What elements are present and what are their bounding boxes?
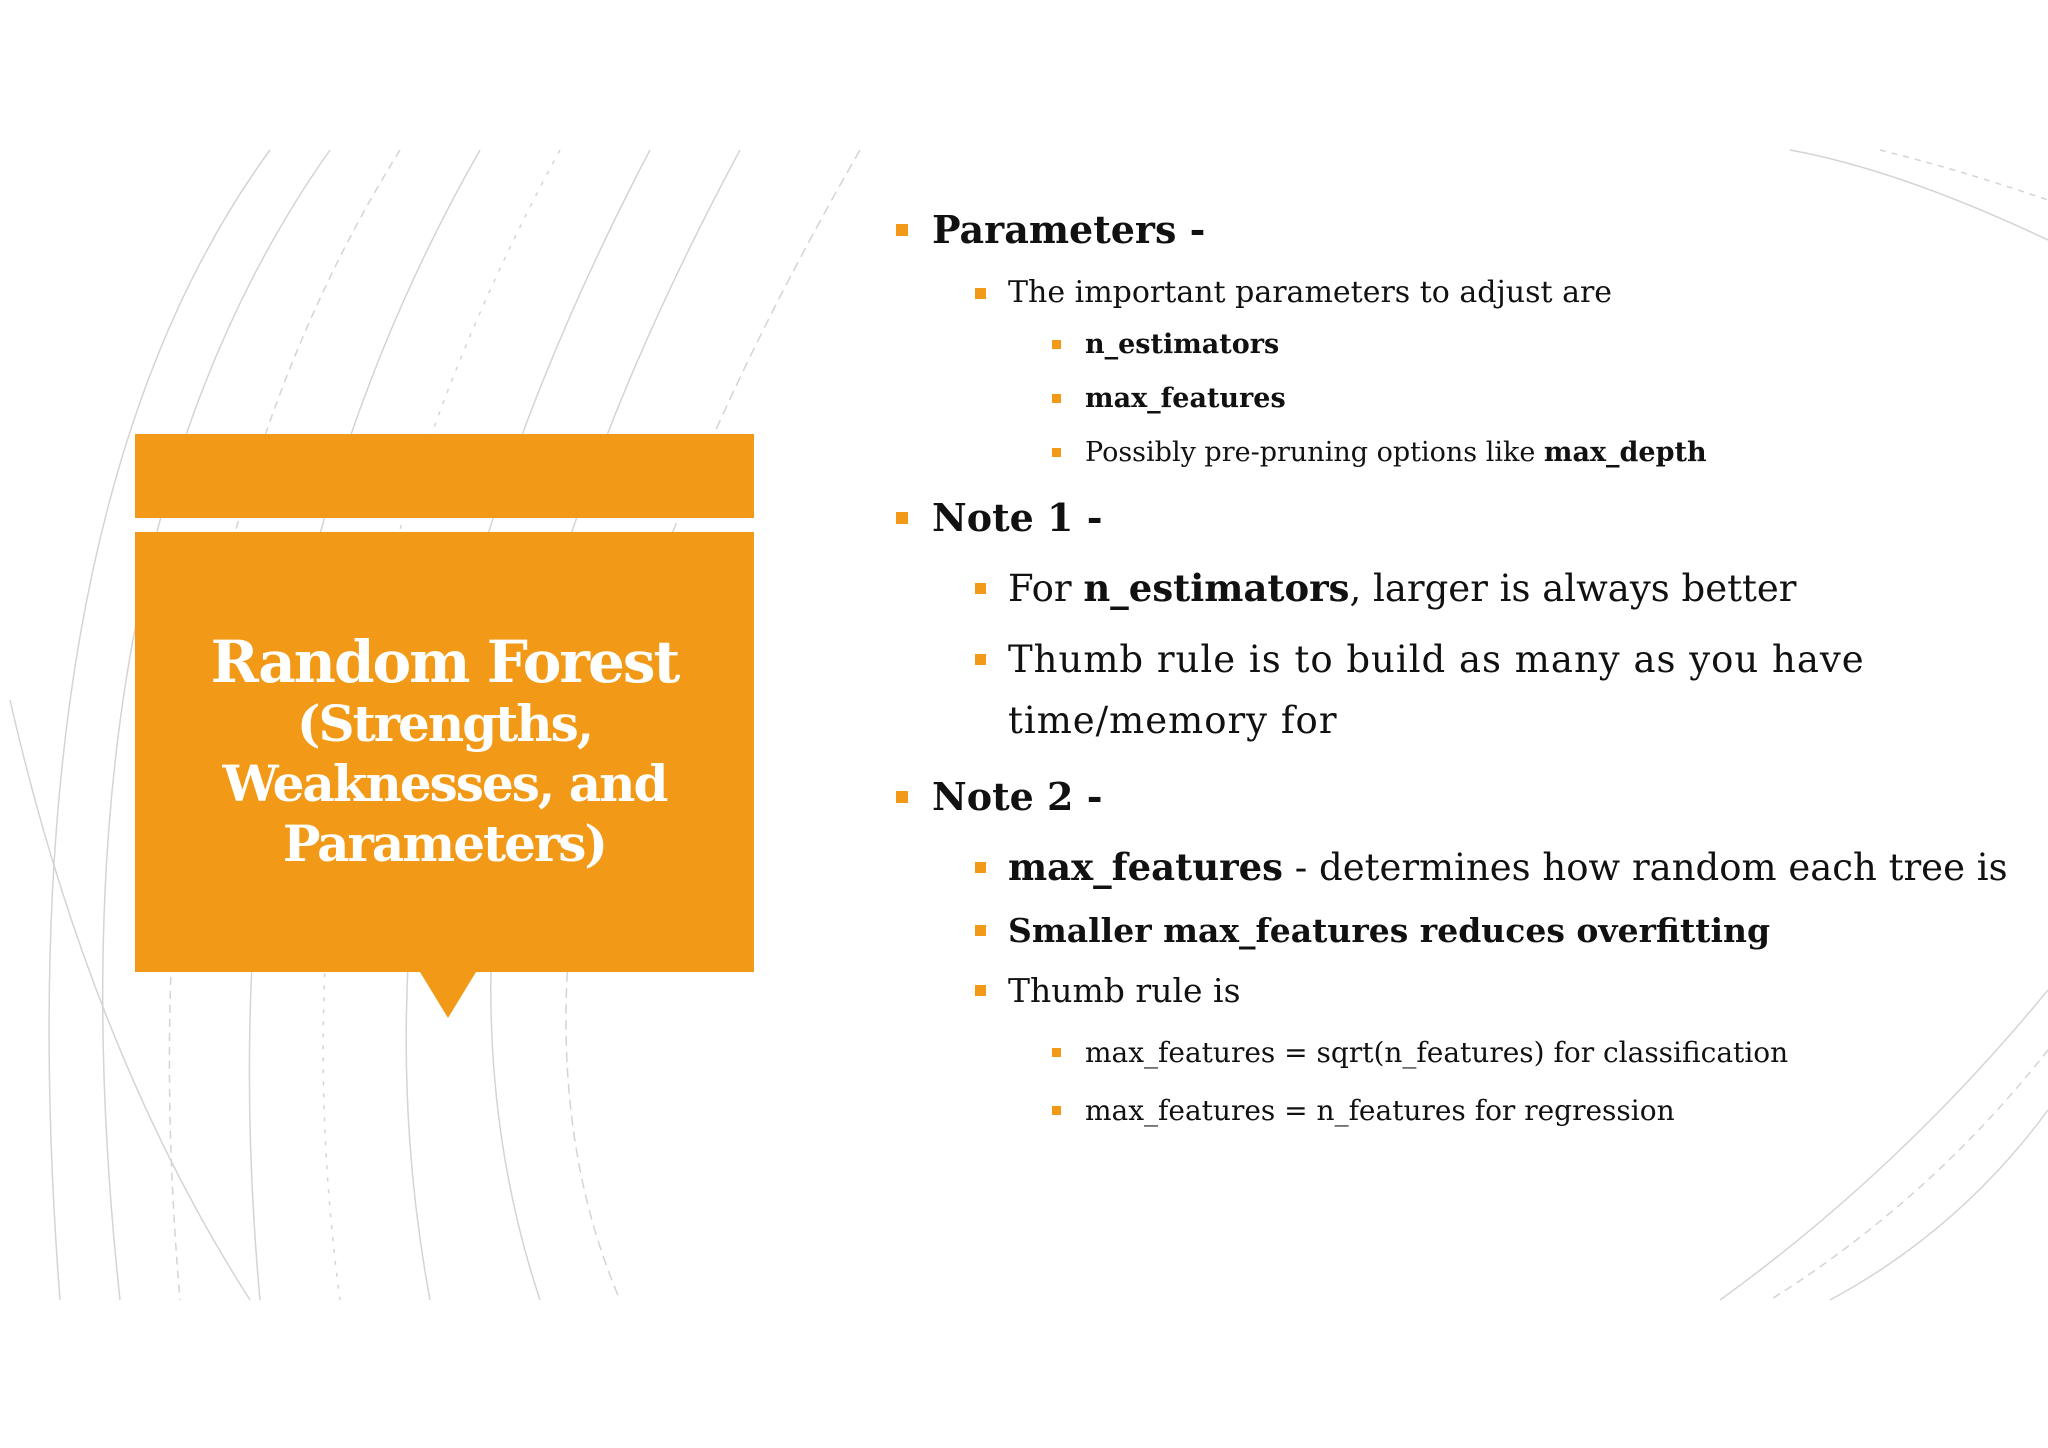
bullet-note2-smaller xyxy=(890,904,2010,958)
regression-rule-text: max_features = n_features for regression xyxy=(1085,1094,1675,1127)
bullet-parameters-intro xyxy=(890,268,2010,318)
title-accent-bar xyxy=(135,434,754,518)
bullet-pre-pruning xyxy=(890,426,2010,480)
bullet-note2-regression xyxy=(890,1082,2010,1140)
title-line-2: (Strengths, xyxy=(296,694,593,753)
bullet-square-icon xyxy=(975,862,986,873)
note1-prefix: For xyxy=(1008,567,1084,610)
title-line-4: Parameters) xyxy=(282,814,607,873)
bullet-square-icon xyxy=(1052,340,1061,349)
note2-thumb-rule-text: Thumb rule is xyxy=(1008,971,1241,1010)
bullet-note2-classification xyxy=(890,1024,2010,1082)
bullet-square-icon xyxy=(896,791,908,803)
bullet-n-estimators xyxy=(890,318,2010,372)
heading-note2: Note 2 - xyxy=(932,774,1103,819)
classification-rule-text: max_features = sqrt(n_features) for classification xyxy=(1085,1036,1789,1069)
title-box xyxy=(135,532,754,972)
bullet-square-icon xyxy=(975,288,986,299)
param-n-estimators: n_estimators xyxy=(1085,329,1280,360)
note1-thumb-rule-text: Thumb rule is to build as many as you have time/memory for xyxy=(1008,638,1865,742)
heading-parameters: Parameters - xyxy=(932,207,1206,252)
param-max-depth: max_depth xyxy=(1543,437,1707,468)
slide-title xyxy=(211,630,679,874)
note2-bold-term: max_features xyxy=(1008,845,1283,889)
parameters-intro-text: The important parameters to adjust are xyxy=(1008,275,1613,310)
bullet-parameters xyxy=(890,200,2010,260)
bullet-square-icon xyxy=(1052,448,1061,457)
note2-smaller-text: Smaller max_features reduces overfitting xyxy=(1008,911,1771,950)
bullet-square-icon xyxy=(896,512,908,524)
bullet-square-icon xyxy=(975,985,986,996)
bullet-note2 xyxy=(890,767,2010,827)
pre-pruning-text: Possibly pre-pruning options like xyxy=(1085,437,1544,468)
slide-content xyxy=(890,200,2010,1140)
bullet-note2-max-features xyxy=(890,837,2010,898)
bullet-square-icon xyxy=(975,654,986,665)
bullet-square-icon xyxy=(1052,394,1061,403)
param-max-features: max_features xyxy=(1085,383,1286,414)
bullet-note1-thumb-rule xyxy=(890,629,2010,751)
title-box-pointer xyxy=(420,972,476,1018)
bullet-note1 xyxy=(890,488,2010,548)
title-line-1: Random Forest xyxy=(210,628,679,696)
note1-suffix: , larger is always better xyxy=(1349,567,1797,610)
bullet-square-icon xyxy=(896,224,908,236)
bullet-max-features xyxy=(890,372,2010,426)
bullet-note1-estimators xyxy=(890,558,2010,619)
bullet-square-icon xyxy=(975,925,986,936)
note1-bold-term: n_estimators xyxy=(1083,566,1350,610)
note2-suffix: - determines how random each tree is xyxy=(1282,846,2008,889)
arc-line xyxy=(1880,150,2048,200)
bullet-square-icon xyxy=(1052,1106,1061,1115)
bullet-square-icon xyxy=(1052,1048,1061,1057)
bullet-square-icon xyxy=(975,583,986,594)
title-line-3: Weaknesses, and xyxy=(222,754,667,813)
heading-note1: Note 1 - xyxy=(932,495,1103,540)
bullet-note2-thumb-rule xyxy=(890,964,2010,1018)
